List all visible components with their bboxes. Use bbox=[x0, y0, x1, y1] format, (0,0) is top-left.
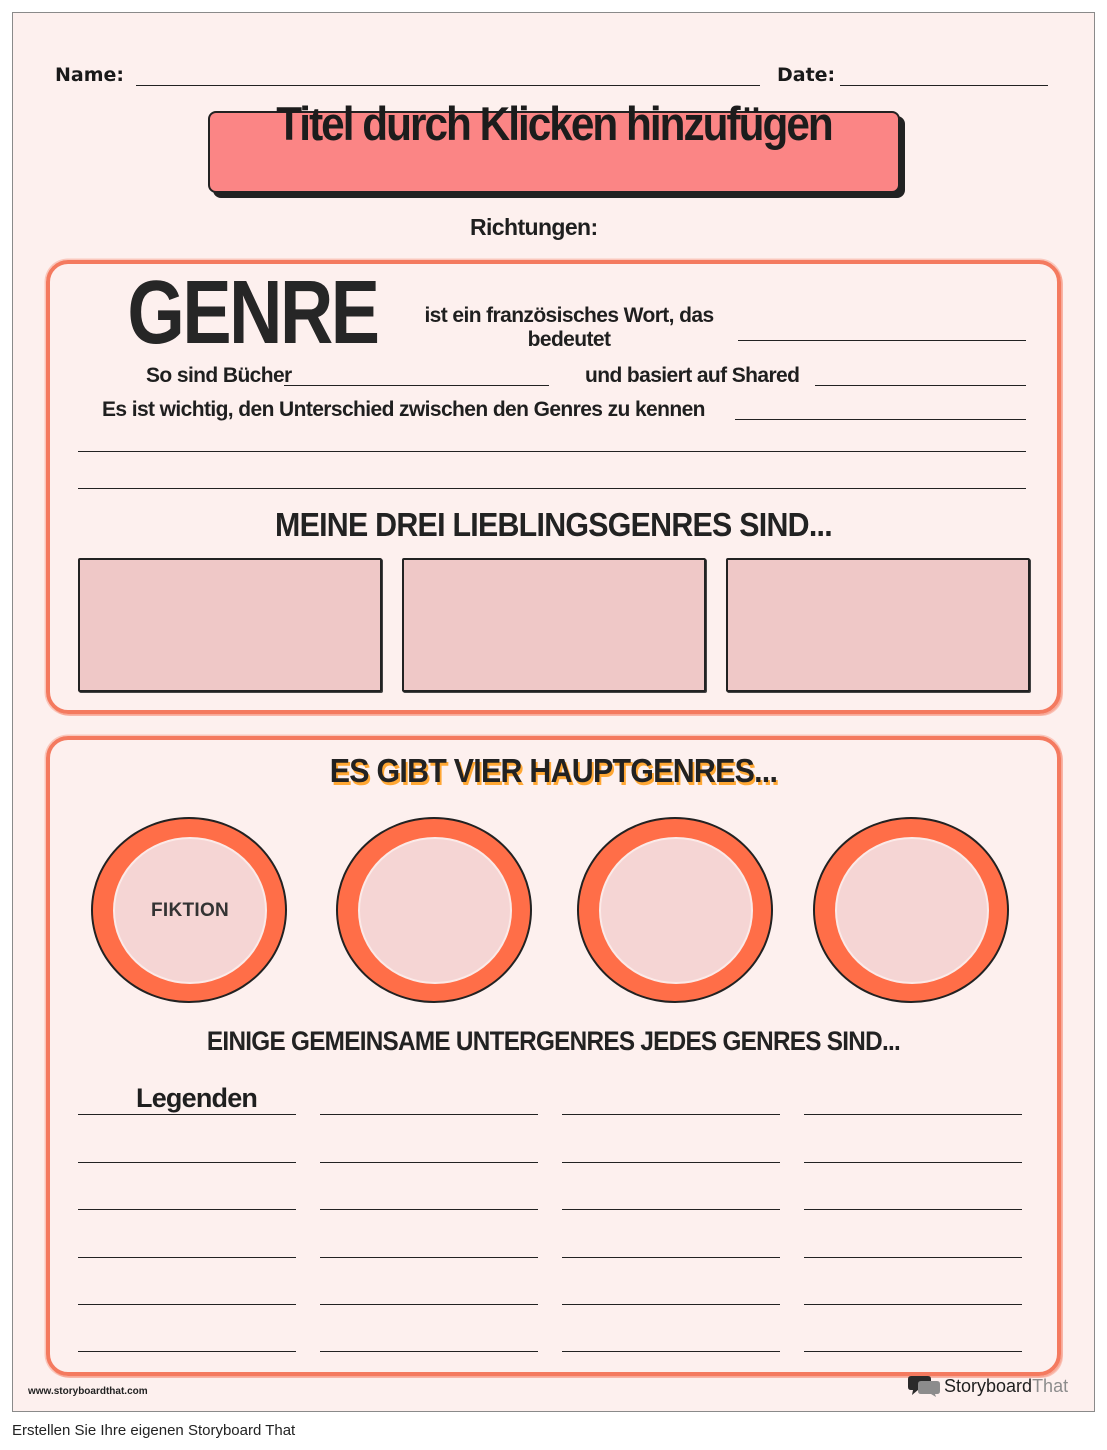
name-label: Name: bbox=[55, 64, 125, 86]
subgenre-entry-legenden[interactable]: Legenden bbox=[136, 1083, 258, 1113]
subgenre-line[interactable] bbox=[78, 1162, 296, 1163]
subgenre-line[interactable] bbox=[562, 1304, 780, 1305]
genre-circle-2[interactable] bbox=[336, 817, 532, 1003]
subgenre-line[interactable] bbox=[562, 1351, 780, 1352]
worksheet-title[interactable]: Titel durch Klicken hinzufügen bbox=[276, 97, 832, 150]
storyboardthat-logo[interactable] bbox=[908, 1374, 1068, 1398]
subgenre-line[interactable] bbox=[804, 1304, 1022, 1305]
favorites-heading: MEINE DREI LIEBLINGSGENRES SIND... bbox=[275, 506, 832, 543]
subgenre-line[interactable] bbox=[320, 1162, 538, 1163]
subgenre-line[interactable] bbox=[320, 1114, 538, 1115]
subgenre-line[interactable] bbox=[78, 1304, 296, 1305]
page-caption: Erstellen Sie Ihre eigenen Storyboard That bbox=[12, 1422, 296, 1439]
subgenre-line[interactable] bbox=[562, 1162, 780, 1163]
importance-line-1[interactable] bbox=[735, 419, 1026, 420]
subgenre-line[interactable] bbox=[78, 1114, 296, 1115]
genre-circle-4-inner bbox=[835, 837, 989, 984]
genre-big-word: GENRE bbox=[127, 263, 378, 363]
subgenres-heading: EINIGE GEMEINSAME UNTERGENRES JEDES GENRES SIND... bbox=[206, 1026, 901, 1056]
importance-line-3[interactable] bbox=[78, 488, 1026, 489]
genre-meaning-line[interactable] bbox=[738, 340, 1026, 341]
based-on-line[interactable] bbox=[815, 385, 1026, 386]
genre-circle-1-inner bbox=[113, 837, 267, 984]
subgenre-line[interactable] bbox=[562, 1209, 780, 1210]
subgenre-line[interactable] bbox=[320, 1304, 538, 1305]
favorite-genre-box-2[interactable] bbox=[402, 558, 706, 692]
genre-circle-1[interactable] bbox=[91, 817, 287, 1003]
books-prefix-text: So sind Bücher bbox=[146, 364, 292, 387]
books-line[interactable] bbox=[284, 385, 549, 386]
importance-text: Es ist wichtig, den Unterschied zwischen den Genres zu kennen bbox=[102, 398, 705, 421]
subgenre-line[interactable] bbox=[320, 1257, 538, 1258]
genre-circle-3[interactable] bbox=[577, 817, 773, 1003]
speech-bubble-icon bbox=[908, 1374, 940, 1398]
date-field-line[interactable] bbox=[840, 85, 1048, 86]
subgenre-line[interactable] bbox=[562, 1114, 780, 1115]
subgenre-line[interactable] bbox=[78, 1257, 296, 1258]
subgenre-line[interactable] bbox=[804, 1209, 1022, 1210]
subgenre-line[interactable] bbox=[804, 1257, 1022, 1258]
subgenre-line[interactable] bbox=[78, 1351, 296, 1352]
favorite-genre-box-1[interactable] bbox=[78, 558, 382, 692]
genre-circle-3-inner bbox=[599, 837, 753, 984]
subgenre-line[interactable] bbox=[804, 1162, 1022, 1163]
importance-line-2[interactable] bbox=[78, 451, 1026, 452]
name-field-line[interactable] bbox=[136, 85, 760, 86]
genre-circle-4[interactable] bbox=[813, 817, 1009, 1003]
subgenre-line[interactable] bbox=[320, 1351, 538, 1352]
footer-url[interactable]: www.storyboardthat.com bbox=[28, 1386, 148, 1397]
subgenre-line[interactable] bbox=[804, 1114, 1022, 1115]
based-on-text: und basiert auf Shared bbox=[585, 364, 800, 387]
logo-text-light: That bbox=[1032, 1375, 1069, 1396]
directions-label: Richtungen: bbox=[470, 214, 598, 240]
subgenre-line[interactable] bbox=[320, 1209, 538, 1210]
date-label: Date: bbox=[777, 64, 836, 86]
subgenre-line[interactable] bbox=[78, 1209, 296, 1210]
genre-circle-1-label: FIKTION bbox=[150, 899, 230, 921]
genre-circle-2-inner bbox=[358, 837, 512, 984]
subgenre-line[interactable] bbox=[562, 1257, 780, 1258]
favorite-genre-box-3[interactable] bbox=[726, 558, 1030, 692]
logo-text-main: Storyboard bbox=[944, 1375, 1033, 1396]
main-genres-heading: ES GIBT VIER HAUPTGENRES... bbox=[329, 752, 778, 789]
genre-definition-text: ist ein französisches Wort, das bedeutet bbox=[424, 304, 714, 351]
subgenre-line[interactable] bbox=[804, 1351, 1022, 1352]
